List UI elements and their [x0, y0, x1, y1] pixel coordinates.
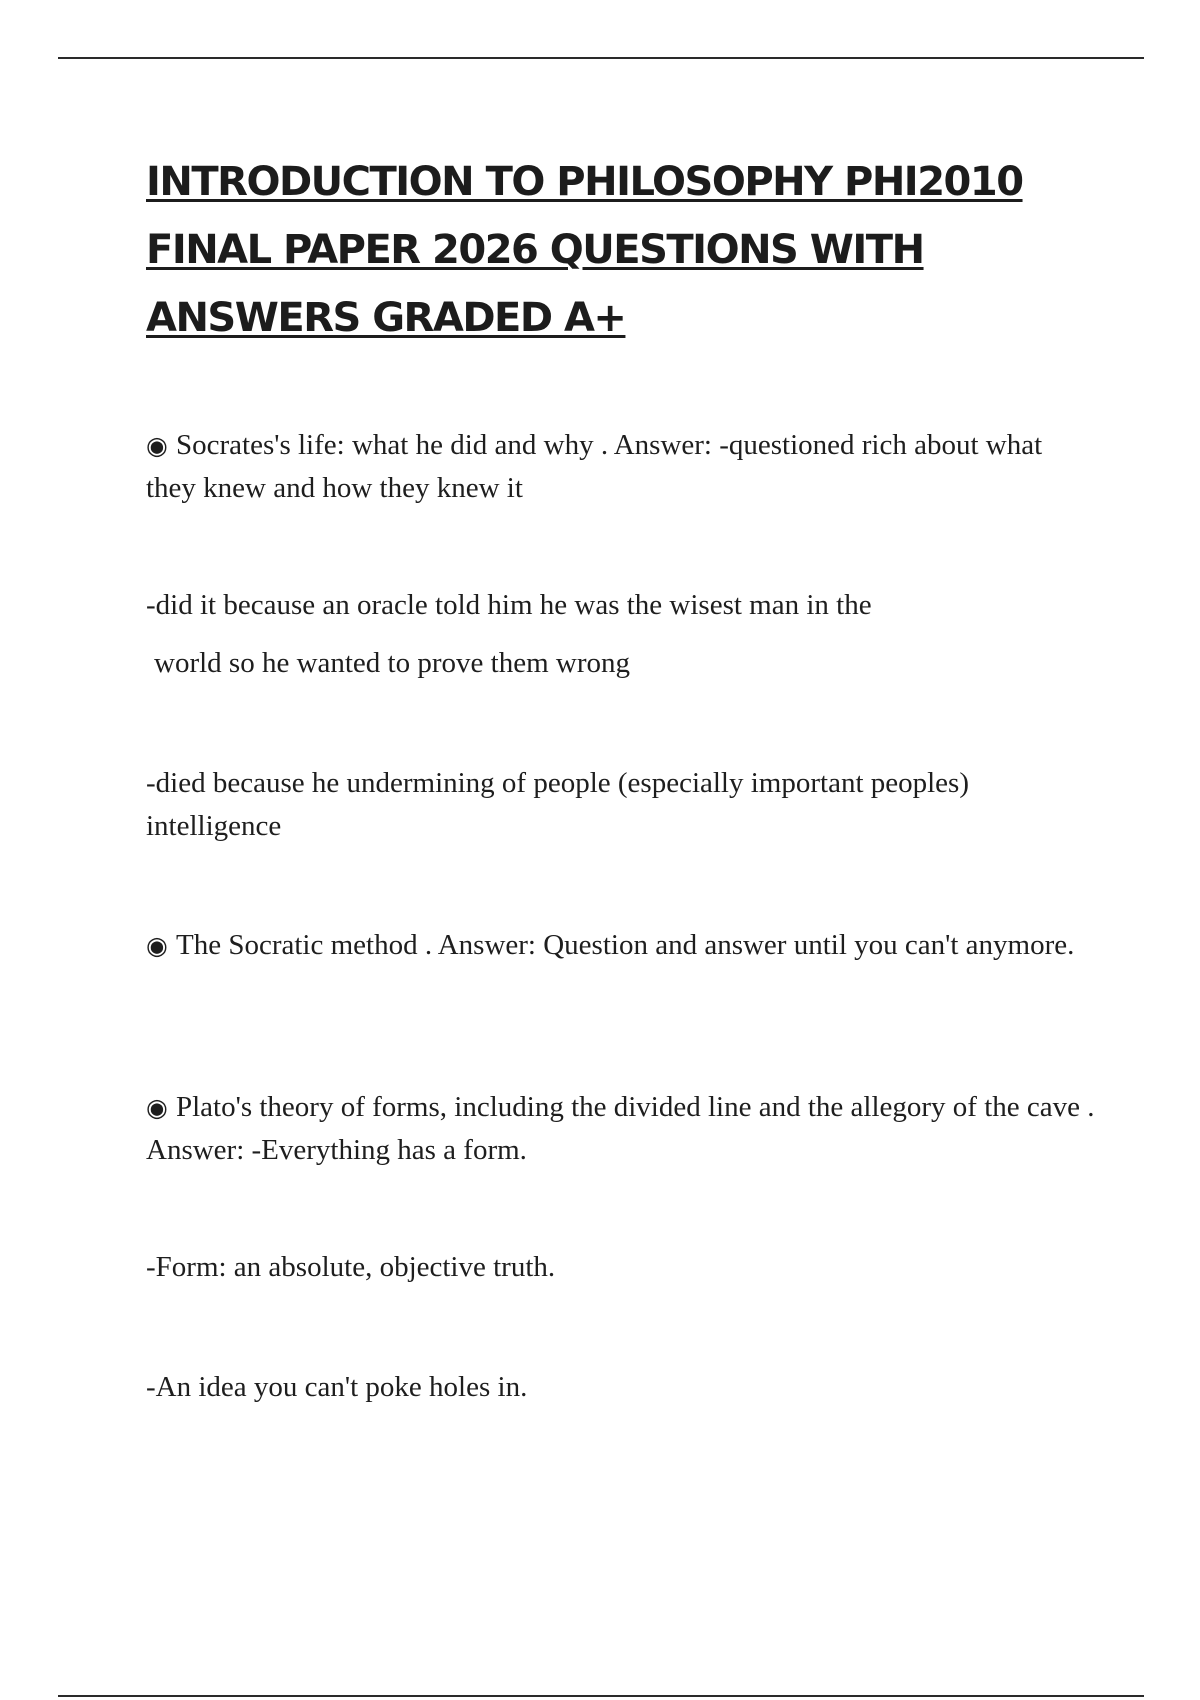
qa-item-socratic-method — [146, 924, 1096, 967]
document-title — [146, 148, 1086, 352]
title-line-2: FINAL PAPER 2026 QUESTIONS WITH — [146, 227, 924, 273]
answer-text: -An idea you can't poke holes in. — [146, 1371, 528, 1403]
answer-line: -did it because an oracle told him he was the wisest man in the — [146, 589, 872, 621]
qa-item-plato-forms — [146, 1086, 1096, 1172]
answer-paragraph-died — [146, 762, 1096, 848]
bullet-icon: ◉ — [146, 931, 168, 960]
top-rule — [58, 57, 1144, 59]
answer-paragraph-oracle-cont — [146, 642, 1104, 685]
bullet-icon: ◉ — [146, 1093, 168, 1122]
answer-paragraph-idea — [146, 1366, 1096, 1409]
answer-text: -died because he undermining of people (especially important peoples) intelligence — [146, 767, 969, 842]
title-line-3: ANSWERS GRADED A+ — [146, 295, 626, 341]
answer-line: world so he wanted to prove them wrong — [154, 647, 630, 679]
qa-item-socrates-life — [146, 424, 1096, 510]
qa-text: Socrates's life: what he did and why . Answer: -questioned rich about what they knew and how they knew it — [146, 429, 1043, 504]
bottom-rule — [58, 1695, 1144, 1697]
bullet-icon: ◉ — [146, 431, 168, 460]
answer-paragraph-oracle — [146, 584, 1096, 627]
qa-text: The Socratic method . Answer: Question and answer until you can't anymore. — [176, 929, 1075, 961]
title-line-1: INTRODUCTION TO PHILOSOPHY PHI2010 — [146, 159, 1023, 205]
answer-paragraph-form — [146, 1246, 1096, 1289]
qa-text: Plato's theory of forms, including the divided line and the allegory of the cave . Answer: -Everything has a form. — [146, 1091, 1095, 1166]
answer-text: -Form: an absolute, objective truth. — [146, 1251, 556, 1283]
